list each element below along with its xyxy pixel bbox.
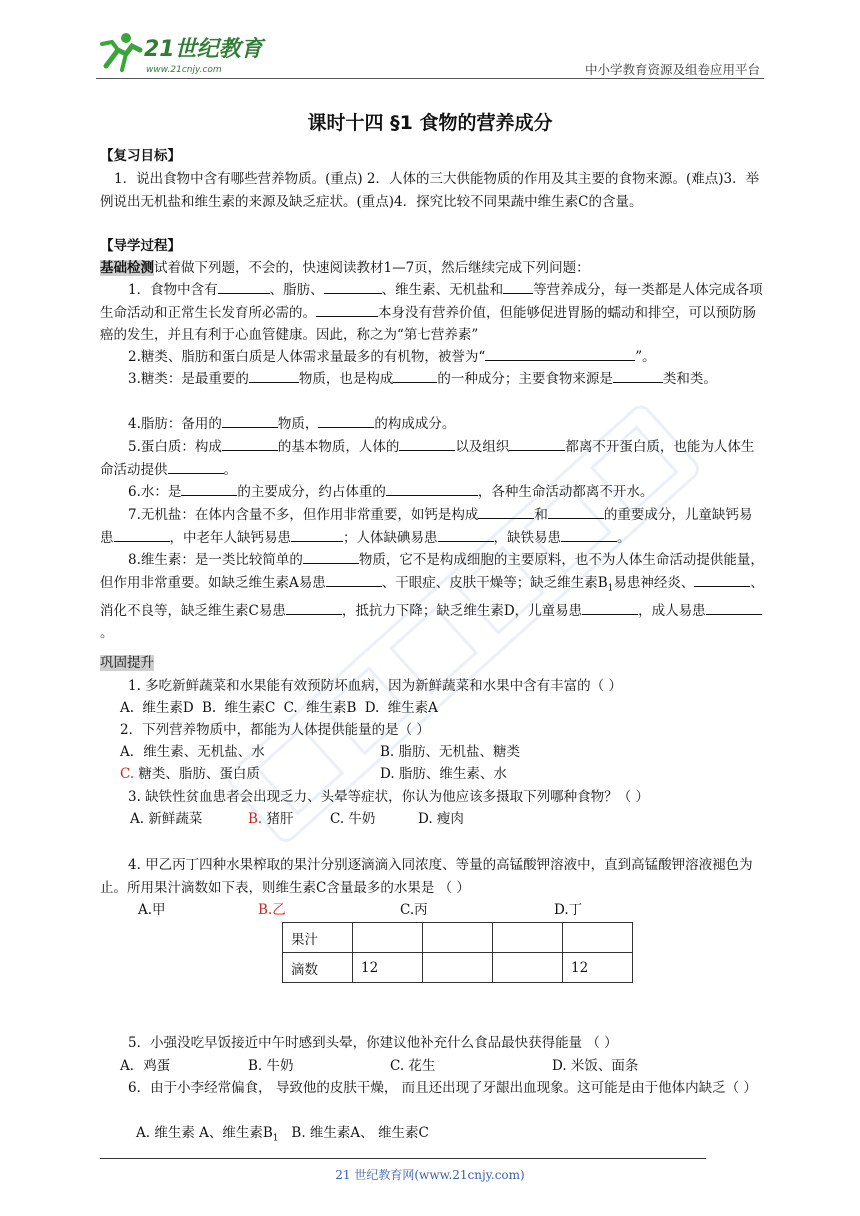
question-8: 8.维生素：是一类比较简单的 物质，它不是构成细胞的主要原料，也不为人体生命活动提供能量，但作用非常重要。如缺乏维生素A易患 、干眼症、皮肤干燥等；缺乏维生素$B_1$易患神经炎、 、消化不良等，缺乏维生素C易患 ，抵抗力下降；缺乏维生素D，儿童易患 ，成人易患。: [100, 549, 764, 645]
c-question-1-options: A. 维生素D B. 维生素C C. 维生素B D. 维生素A: [120, 700, 438, 716]
question-1: 1．食物中含有 、脂肪、 、维生素、无机盐和 等营养成分，每一类都是人体完成各项生命活动和正常生长发育所必需的。 本身没有营养价值，但能够促进胃肠的蠕动和排空，可以预防肠癌的发生，并且有利于心血管健康。因此，称之为“第七营养素”: [100, 279, 764, 347]
consolidate-label: 巩固提升: [100, 655, 154, 671]
question-5: 5.蛋白质：构成 的基本物质，人体的 以及组织 都离不开蛋白质，也能为人体生命活动提供 。: [100, 436, 764, 481]
table-cell: [423, 923, 493, 953]
guide-heading: 【导学过程】: [100, 238, 181, 254]
question-6: 6.水：是 的主要成分，约占体重的 ，各种生命活动都离不开水。: [100, 481, 764, 504]
review-heading: 【复习目标】: [100, 148, 181, 164]
c-q2-option-c: C. 糖类、脂肪、蛋白质: [120, 766, 260, 782]
c-q4-option-c: C.丙: [400, 902, 428, 918]
basic-intro-line: [100, 257, 764, 280]
header-divider: [96, 78, 764, 79]
table-cell: 滴数: [283, 953, 353, 983]
table-row: [283, 923, 633, 953]
c-question-6: 6．由于小李经常偏食， 导致他的皮肤干燥， 而且还出现了牙龈出血现象。这可能是由于他体内缺乏（ ）: [128, 1080, 757, 1096]
c-q4-option-a: A.甲: [138, 902, 166, 918]
table-cell: [493, 953, 563, 983]
page-title: 课时十四 §1 食物的营养成分: [307, 112, 553, 134]
consolidate-label-line: [100, 652, 764, 675]
c-question-1: 1. 多吃新鲜蔬菜和水果能有效预防坏血病，因为新鲜蔬菜和水果中含有丰富的（ ）: [128, 678, 622, 694]
c-q5-option-b: B. 牛奶: [248, 1058, 294, 1074]
c-q2-option-b: B. 脂肪、无机盐、糖类: [380, 744, 521, 760]
c-question-3: 3. 缺铁性贫血患者会出现乏力、头晕等症状，你认为他应该多摄取下列哪种食物？（ ）: [128, 789, 649, 805]
logo-url: www.21cnjy.com: [146, 65, 222, 75]
c-q2-option-d: D. 脂肪、维生素、水: [380, 766, 507, 782]
table-cell: 12: [353, 953, 423, 983]
table-cell: 果汁: [283, 923, 353, 953]
logo: [96, 26, 266, 76]
basic-label: 基础检测: [100, 260, 154, 276]
c-q4-option-d: D.丁: [554, 902, 583, 918]
c-q5-option-d: D. 米饭、面条: [552, 1058, 639, 1074]
question-7: 7.无机盐：在体内含量不多，但作用非常重要，如钙是构成 和 的重要成分，儿童缺钙易患 ，中老年人缺钙易患 ；人体缺碘易患 ，缺铁易患 。: [100, 504, 764, 549]
c-question-4: 4. 甲乙丙丁四种水果榨取的果汁分别逐滴滴入同浓度、等量的高锰酸钾溶液中，直到高锰酸钾溶液褪色为止。所用果汁滴数如下表，则维生素C含量最多的水果是 （ ）: [100, 857, 753, 896]
header-platform-text: 中小学教育资源及组卷应用平台: [584, 62, 760, 77]
review-text: 1．说出食物中含有哪些营养物质。(重点) 2．人体的三大供能物质的作用及其主要的食物来源。(难点)3．举例说出无机盐和维生素的来源及缺乏症状。(重点)4．探究比较不同果蔬中维生素C的含量。: [100, 171, 760, 210]
c-q3-option-d: D. 瘦肉: [418, 811, 464, 827]
c-q2-option-a: A．维生素、无机盐、水: [120, 744, 265, 760]
basic-intro: 试着做下列题，不会的，快速阅读教材1—7页，然后继续完成下列问题：: [154, 260, 590, 276]
logo-text: 21世纪教育: [144, 37, 263, 62]
table-cell: [423, 953, 493, 983]
c-q5-option-c: C. 花生: [390, 1058, 436, 1074]
c-question-2: 2．下列营养物质中，都能为人体提供能量的是（ ）: [120, 722, 430, 738]
c-q3-option-a: A. 新鲜蔬菜: [130, 811, 203, 827]
question-2: 2.糖类、脂肪和蛋白质是人体需求量最多的有机物，被誉为“ ”。: [100, 346, 764, 369]
c-q6-options: A. 维生素 A、维生素$B_1$ B. 维生素A、 维生素C: [136, 1125, 429, 1144]
table-cell: [353, 923, 423, 953]
c-q3-option-c: C. 牛奶: [330, 811, 376, 827]
footer-divider: [100, 1158, 706, 1159]
question-3: 3.糖类：是最重要的 物质，也是构成 的一种成分；主要食物来源是 类和类。: [100, 368, 764, 391]
table-cell: 12: [563, 953, 633, 983]
c-q4-option-b: B.乙: [258, 902, 286, 918]
table-row: [283, 953, 633, 983]
c-q3-option-b: B. 猪肝: [248, 811, 294, 827]
footer-text: 21 世纪教育网(www.21cnjy.com): [335, 1168, 525, 1182]
table-cell: [563, 923, 633, 953]
table-cell: [493, 923, 563, 953]
c-q5-option-a: A．鸡蛋: [120, 1058, 171, 1074]
runner-icon: [102, 33, 140, 70]
c-question-5: 5．小强没吃早饭接近中午时感到头晕，你建议他补充什么食品最快获得能量 （ ）: [128, 1035, 618, 1051]
juice-table: [282, 922, 633, 983]
question-4: 4.脂肪：备用的 物质， 的构成成分。: [100, 413, 764, 436]
